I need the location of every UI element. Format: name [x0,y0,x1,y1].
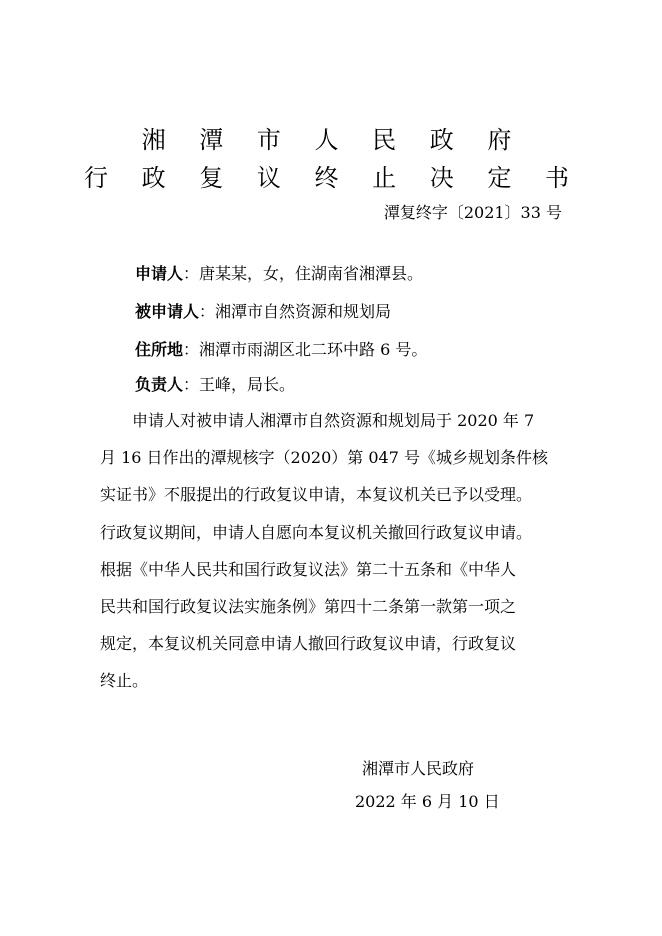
decision-body [100,402,570,700]
party-separator: ： [183,264,200,283]
signature-date: 2022 年 6 月 10 日 [355,792,500,811]
party-separator: ： [183,375,200,394]
party-responsible-person [135,373,295,397]
party-address [135,338,427,362]
party-label: 住所地 [135,340,184,359]
body-line: 规定，本复议机关同意申请人撤回行政复议申请，行政复议 [100,634,517,654]
body-line: 终止。 [100,671,149,691]
party-value: 王峰，局长。 [199,375,296,394]
party-separator: ： [199,302,216,321]
party-applicant [135,262,423,286]
party-value: 唐某某，女，住湖南省湘潭县。 [199,264,424,283]
body-line: 实证书》不服提出的行政复议申请，本复议机关已予以受理。 [100,485,533,505]
party-separator: ： [183,340,200,359]
body-line: 申请人对被申请人湘潭市自然资源和规划局于 2020 年 7 [132,411,535,430]
party-value: 湘潭市自然资源和规划局 [215,302,392,321]
body-line: 民共和国行政复议法实施条例》第四十二条第一款第一项之 [100,597,517,617]
body-line: 月 16 日作出的潭规核字（2020）第 047 号《城乡规划条件核 [100,448,548,468]
document-number: 潭复终字〔2021〕33 号 [383,203,562,222]
document-title-line1: 湘 潭 市 人 民 政 府 [141,126,525,154]
party-respondent [135,300,391,324]
party-value: 湘潭市雨湖区北二环中路 6 号。 [199,340,428,359]
body-line: 根据《中华人民共和国行政复议法》第二十五条和《中华人 [100,559,517,579]
signature-organization: 湘潭市人民政府 [362,759,475,778]
party-label: 被申请人 [135,302,200,321]
document-title-line2: 行 政 复 议 终 止 决 定 书 [83,164,583,192]
party-label: 负责人 [135,375,184,394]
party-label: 申请人 [135,264,184,283]
body-line: 行政复议期间，申请人自愿向本复议机关撤回行政复议申请。 [100,522,533,542]
